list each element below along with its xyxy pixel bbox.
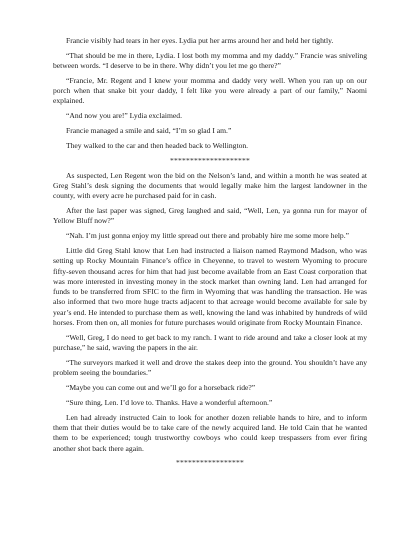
paragraph: Len had already instructed Cain to look for another dozen reliable hands to hire, and to inform them that their duties would be to take care of the newly acquired land. He told Cain that he wanted them to be experienced; tough trustworthy cowboys who could keep trespassers from ever firing another shot back there again.: [53, 412, 367, 453]
section-separator: ********************: [170, 155, 250, 165]
paragraph: They walked to the car and then headed back to Wellington.: [66, 140, 249, 150]
paragraph: Francie visibly had tears in her eyes. Lydia put her arms around her and held her tightly.: [66, 36, 334, 45]
paragraph: “The surveyors marked it well and drove the stakes deep into the ground. You shouldn’t have any problem seeing the boundaries.”: [53, 357, 367, 378]
paragraph: “And now you are!” Lydia exclaimed.: [66, 111, 182, 121]
paragraph: Francie managed a smile and said, “I’m so glad I am.”: [66, 126, 232, 136]
paragraph: Little did Greg Stahl know that Len had instructed a liaison named Raymond Madson, who was setting up Rocky Mountain Finance’s office in Cheyenne, to travel to western Wyoming to procure fifty-seven thousand acres for him that had just become available from an East Coast corporation that was more interested in investing money in the stock market than owning land. Len had arranged for funds to be transferred from SFIC to the firm in Wyoming that was handling the transaction. He was also informed that two more huge tracts adjacent to that acreage would become available for sale by year’s end. He intended to purchase them as well, knowing the land was inhabited by hundreds of wild horses. From then on, all monies for future purchases would originate from Rocky Mountain Finance.: [53, 245, 367, 328]
paragraph: “Sure thing, Len. I’d love to. Thanks. Have a wonderful afternoon.”: [66, 397, 273, 407]
paragraph: “Maybe you can come out and we’ll go for a horseback ride?”: [66, 383, 256, 393]
paragraph: “Well, Greg, I do need to get back to my ranch. I want to ride around and take a closer look at my purchase,” he said, waving the papers in the air.: [53, 332, 367, 353]
paragraph: “Nah. I’m just gonna enjoy my little spread out there and probably hire me some more help.”: [66, 231, 349, 241]
paragraph: “That should be me in there, Lydia. I lost both my momma and my daddy.” Francie was sniveling between words. “I deserve to be in there. Why didn’t you let me go there?”: [53, 50, 367, 71]
section-separator: *****************: [176, 458, 244, 468]
paragraph: As suspected, Len Regent won the bid on the Nelson’s land, and within a month he was seated at Greg Stahl’s desk signing the documents that would legally make him the largest landowner in the county, with every acre he purchased paid for in cash.: [53, 170, 367, 201]
paragraph: After the last paper was signed, Greg laughed and said, “Well, Len, ya gonna run for mayor of Yellow Bluff now?”: [53, 206, 367, 226]
paragraph: “Francie, Mr. Regent and I knew your momma and daddy very well. When you ran up on our porch when that snake bit your daddy, I felt like you were already a part of our family,” Naomi explained.: [53, 75, 367, 106]
